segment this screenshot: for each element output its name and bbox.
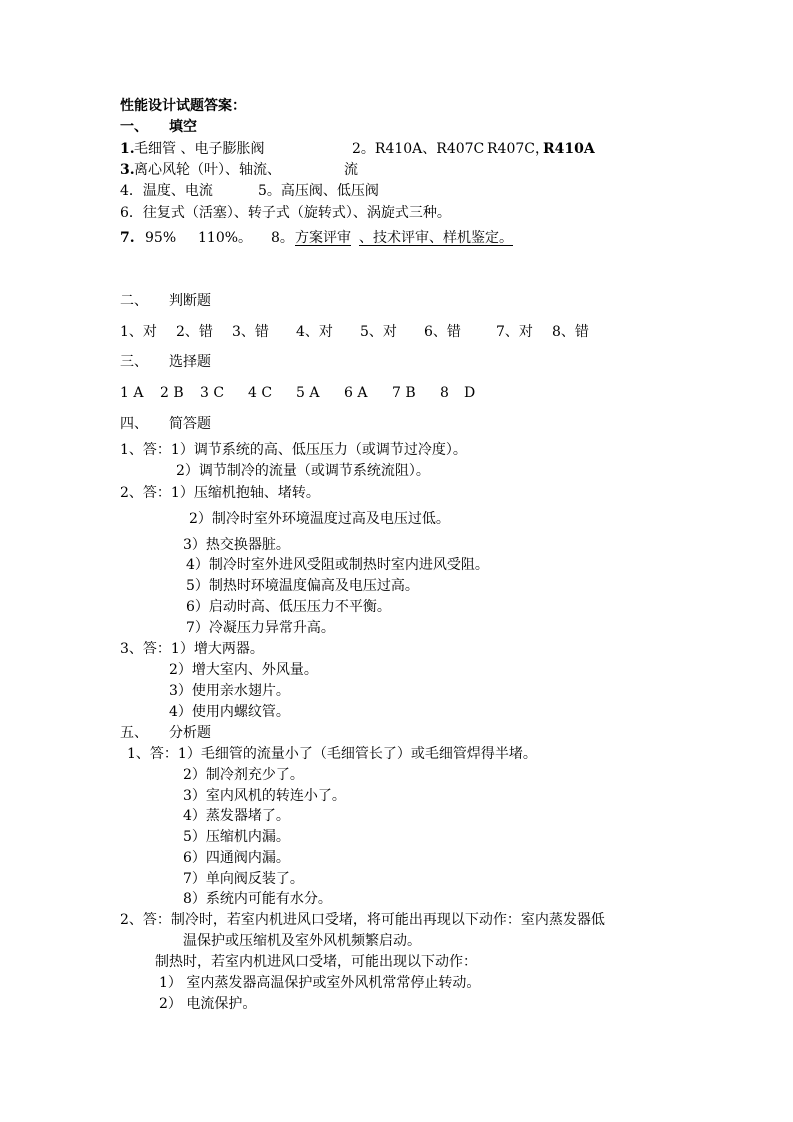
judge-answer-8: 8、错 [552, 324, 589, 340]
judge-answer-6: 6、错 [424, 324, 461, 340]
section-5-number: 五、 [120, 725, 148, 741]
section-2-number: 二、 [120, 293, 148, 309]
section-1-heading: 填空 [169, 119, 197, 135]
section-3-number: 三、 [120, 354, 148, 370]
choice-answer-1: 1 A [120, 385, 144, 401]
answer-8-b: 技术评审、样机鉴定。 [373, 230, 513, 246]
short-answer-2-line-3: 3）热交换器脏。 [183, 537, 290, 553]
answer-5-text: 5。高压阀、低压阀 [258, 183, 379, 199]
short-answer-2-line-7: 7）冷凝压力异常升高。 [186, 620, 335, 636]
analysis-1-line-7: 7）单向阀反装了。 [183, 871, 304, 887]
analysis-1-line-6: 6）四通阀内漏。 [183, 850, 290, 866]
answer-1-number: 1. [120, 141, 135, 157]
page-title: 性能设计试题答案： [120, 98, 246, 114]
judge-answer-7: 7、对 [496, 324, 533, 340]
analysis-2-line-1: 2、答：制冷时，若室内机进风口受堵，将可能出再现以下动作：室内蒸发器低 [120, 912, 605, 928]
analysis-2-line-4: 1） 室内蒸发器高温保护或室外风机常常停止转动。 [159, 975, 481, 991]
answer-2-text-c: R410A [543, 141, 595, 157]
section-1-number: 一、 [120, 119, 148, 135]
judge-answer-4: 4、对 [296, 324, 333, 340]
analysis-1-line-2: 2）制冷剂充少了。 [183, 767, 304, 783]
short-answer-3-line-4: 4）使用内螺纹管。 [169, 704, 290, 720]
section-4-heading: 简答题 [169, 416, 211, 432]
short-answer-2-line-4: 4）制冷时室外进风受阻或制热时室内进风受阻。 [186, 557, 489, 573]
answer-6-text: 6．往复式（活塞）、转子式（旋转式）、涡旋式三种。 [120, 205, 451, 221]
choice-answer-6: 6 A [344, 385, 368, 401]
answer-7-number: 7. [120, 230, 135, 246]
analysis-1-line-1: 1、答：1）毛细管的流量小了（毛细管长了）或毛细管焊得半堵。 [127, 746, 537, 762]
answer-8-a: 方案评审 [295, 230, 351, 246]
analysis-1-line-8: 8）系统内可能有水分。 [183, 891, 332, 907]
analysis-1-line-3: 3）室内风机的转连小了。 [183, 788, 346, 804]
answer-3-number: 3. [120, 162, 135, 178]
judge-answer-3: 3、错 [232, 324, 269, 340]
section-2-heading: 判断题 [169, 293, 211, 309]
short-answer-3-line-3: 3）使用亲水翅片。 [169, 683, 290, 699]
answer-3-text: 离心风轮（叶）、轴流、 [134, 162, 281, 178]
choice-answer-2: 2 B [160, 385, 184, 401]
answer-4-text: 4．温度、电流 [120, 183, 213, 199]
judge-answer-2: 2、错 [176, 324, 213, 340]
judge-answer-1: 1、对 [120, 324, 157, 340]
answer-3-text-b: 流 [344, 162, 358, 178]
short-answer-2-line-1: 2、答：1）压缩机抱轴、堵转。 [120, 485, 320, 501]
section-4-number: 四、 [120, 416, 148, 432]
analysis-1-line-5: 5）压缩机内漏。 [183, 829, 290, 845]
choice-answer-8-number: 8 [440, 385, 449, 401]
short-answer-2-line-2: 2）制冷时室外环境温度过高及电压过低。 [189, 511, 450, 527]
short-answer-1-line-1: 1、答：1）调节系统的高、低压压力（或调节过冷度）。 [120, 442, 467, 458]
short-answer-2-line-6: 6）启动时高、低压压力不平衡。 [186, 599, 391, 615]
answer-8-number: 8。 [271, 230, 294, 246]
answer-8-sep: 、 [359, 230, 373, 246]
analysis-1-line-4: 4）蒸发器堵了。 [183, 808, 290, 824]
short-answer-2-line-5: 5）制热时环境温度偏高及电压过高。 [186, 578, 419, 594]
choice-answer-8: D [464, 385, 476, 401]
choice-answer-3: 3 C [200, 385, 225, 401]
short-answer-3-line-2: 2）增大室内、外风量。 [169, 662, 318, 678]
section-5-heading: 分析题 [169, 725, 211, 741]
answer-2-text-b: R407C， [487, 141, 549, 157]
analysis-2-line-5: 2） 电流保护。 [159, 996, 257, 1012]
answer-1-text: 毛细管 、电子膨胀阀 [134, 141, 265, 157]
choice-answer-5: 5 A [296, 385, 320, 401]
judge-answer-5: 5、对 [360, 324, 397, 340]
analysis-2-line-3: 制热时，若室内机进风口受堵，可能出现以下动作： [155, 954, 477, 970]
choice-answer-4: 4 C [248, 385, 273, 401]
short-answer-3-line-1: 3、答：1）增大两器。 [120, 641, 264, 657]
short-answer-1-line-2: 2）调节制冷的流量（或调节系统流阻）。 [176, 463, 430, 479]
answer-7-a: 95% [145, 230, 177, 246]
section-3-heading: 选择题 [169, 354, 211, 370]
analysis-2-line-2: 温保护或压缩机及室外风机频繁启动。 [183, 933, 421, 949]
answer-7-b: 110%。 [198, 230, 253, 246]
answer-2-text: 2。R410A、R407C [352, 141, 485, 157]
choice-answer-7: 7 B [392, 385, 416, 401]
